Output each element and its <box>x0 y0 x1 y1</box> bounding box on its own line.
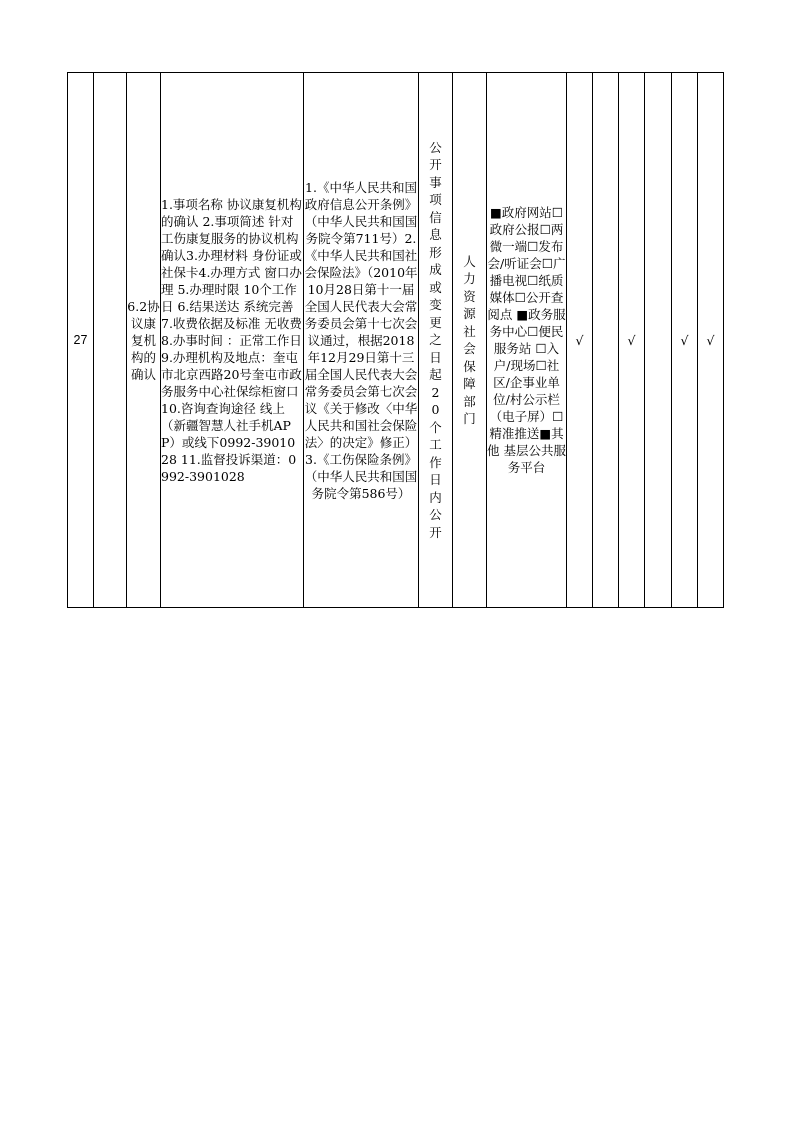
department-cell <box>453 73 487 608</box>
check-cell-6: √ <box>698 73 724 608</box>
time-limit-text: 公开事项信息形成或变更之日起20个工作日内公开 <box>429 139 442 540</box>
row-number: 27 <box>68 73 94 608</box>
time-limit-cell <box>419 73 453 608</box>
check-cell-3: √ <box>619 73 645 608</box>
channels-cell: ■政府网站☐政府公报☐两微一端☐发布会/听证会☐广播电视☐纸质媒体☐公开查阅点 ■政务服务中心☐便民服务站 ☐入户/现场☐社区/企事业单位/村公示栏（电子屏）☐精准推送■其他 基层公共服务平台 <box>487 73 567 608</box>
table-row <box>68 73 724 608</box>
disclosure-content-cell: 1.事项名称 协议康复机构的确认 2.事项简述 针对工伤康复服务的协议机构确认3.办理材料 身份证或社保卡4.办理方式 窗口办理 5.办理时限 10个工作日 6.结果送达 系统完善7.收费依据及标准 无收费 8.办事时间 ：正常工作日9.办理机构及地点：奎屯市北京西路20号奎屯市政务服务中心社保综柜窗口 10.咨询查询途径 线上（新疆智慧人社手机APP）或线下0992-3901028 11.监督投诉渠道：0992-3901028 <box>161 73 304 608</box>
legal-basis-cell: 1.《中华人民共和国政府信息公开条例》（中华人民共和国国务院令第711号）2.《中华人民共和国社会保险法》（2010年10月28日第十一届全国人民代表大会常务委员会第十七次会议通过，根据2018年12月29日第十三届全国人民代表大会常务委员会第七次会议《关于修改〈中华人民共和国社会保险法〉的决定》修正）3.《工伤保险条例》（中华人民共和国国务院令第586号） <box>304 73 419 608</box>
department-text: 人力资源社会保障部门 <box>463 253 476 426</box>
disclosure-table <box>67 72 724 608</box>
check-cell-1: √ <box>567 73 593 608</box>
check-cell-2 <box>593 73 619 608</box>
check-cell-5: √ <box>672 73 698 608</box>
check-cell-4 <box>645 73 672 608</box>
subitem-cell <box>94 73 127 608</box>
item-name-cell: 6.2协议康复机构的确认 <box>127 73 161 608</box>
